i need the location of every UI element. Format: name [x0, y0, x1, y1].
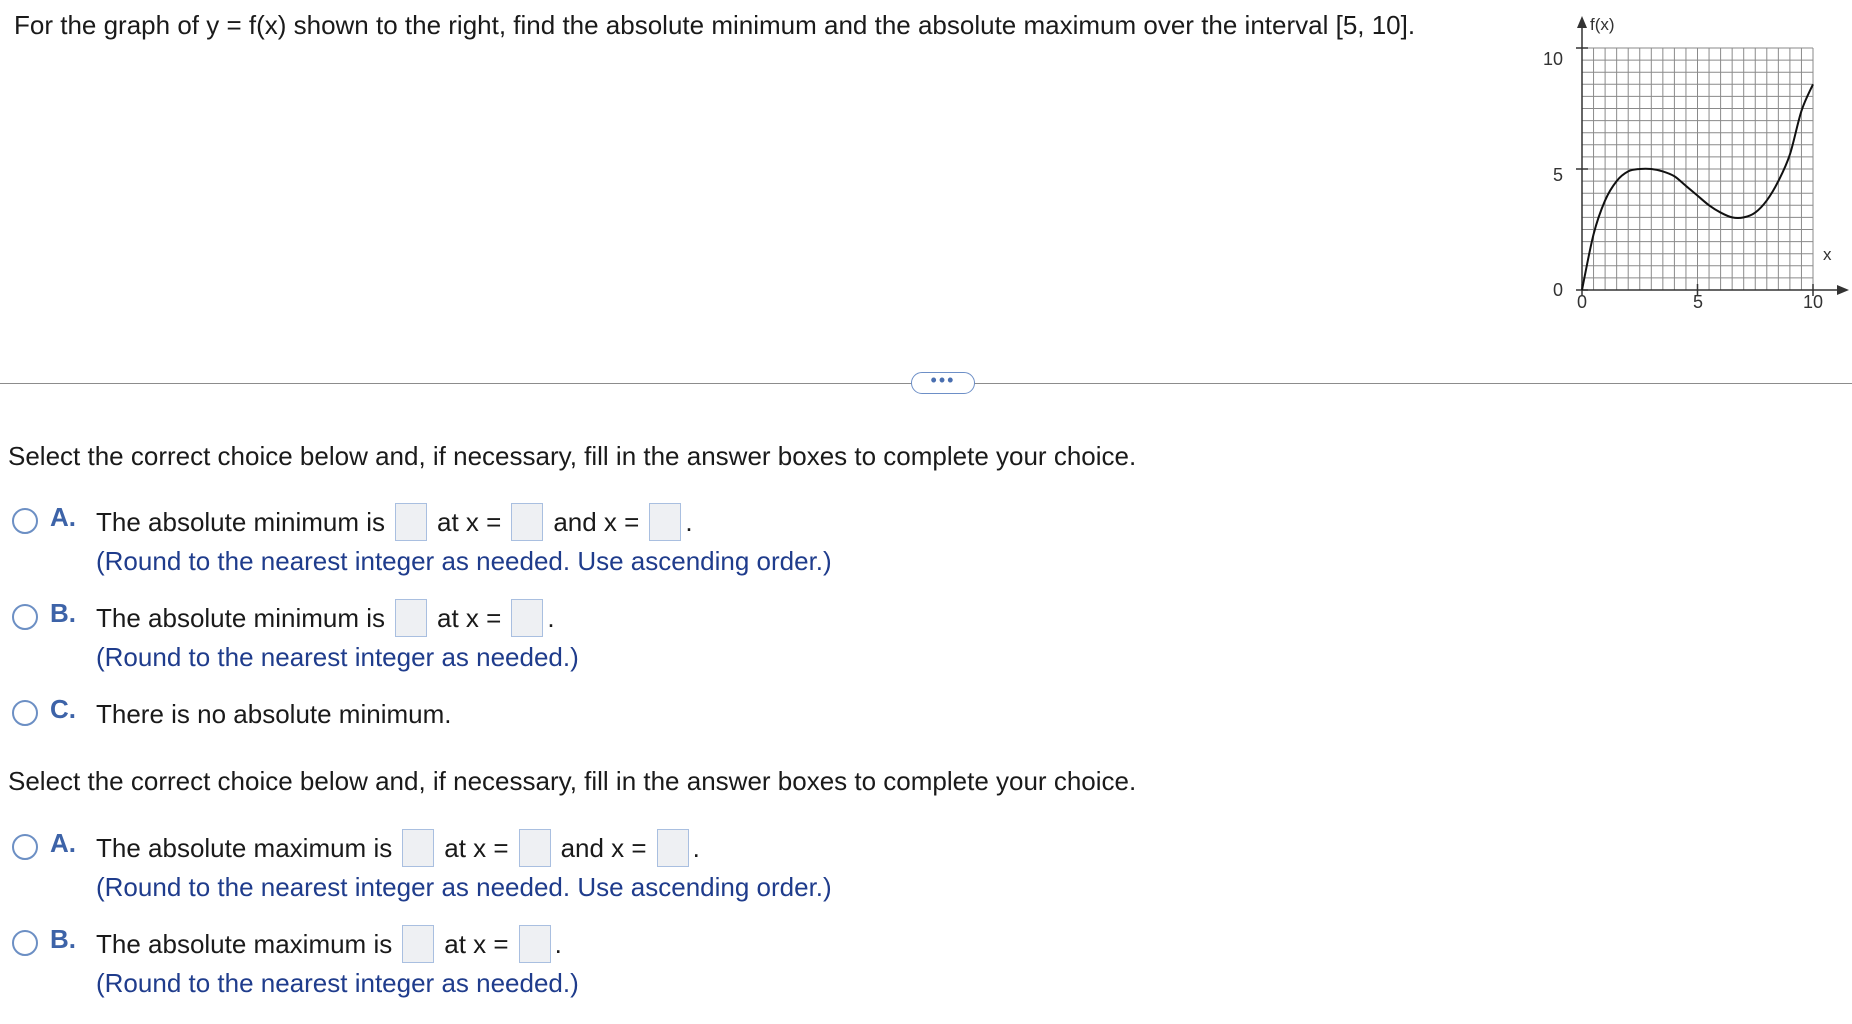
min-b-at-x-label: at x = [437, 602, 502, 633]
max-b-value-input[interactable] [402, 925, 434, 963]
min-choice-b-letter: B. [50, 598, 76, 628]
y-axis-arrow [1577, 16, 1587, 28]
max-a-value-input[interactable] [402, 829, 434, 867]
max-choice-a-radio[interactable] [12, 834, 38, 860]
question-text: For the graph of y = f(x) shown to the right, find the absolute minimum and the absolute maximum over the interval [5, 10]. [14, 10, 1416, 40]
min-a-x1-input[interactable] [511, 503, 543, 541]
x-tick-5: 5 [1692, 292, 1704, 310]
x-tick-10: 10 [1802, 292, 1824, 310]
max-b-note: (Round to the nearest integer as needed.) [96, 968, 579, 998]
min-choice-c-radio[interactable] [12, 700, 38, 726]
min-b-text: The absolute minimum is [96, 602, 385, 633]
min-b-period: . [547, 602, 555, 633]
y-tick-10: 10 [1542, 49, 1563, 69]
instruction-minimum: Select the correct choice below and, if necessary, fill in the answer boxes to complete your choice. [8, 441, 1137, 471]
max-a-note: (Round to the nearest integer as needed. Use ascending order.) [96, 872, 832, 902]
max-choice-b-radio[interactable] [12, 930, 38, 956]
max-a-and-x-label: and x = [560, 832, 647, 863]
min-a-x2-input[interactable] [649, 503, 681, 541]
max-a-at-x-label: at x = [444, 832, 509, 863]
x-tick-0: 0 [1576, 292, 1588, 310]
max-a-x2-input[interactable] [657, 829, 689, 867]
min-a-and-x-label: and x = [553, 506, 640, 537]
max-choice-a-letter: A. [50, 828, 76, 858]
min-b-value-input[interactable] [395, 599, 427, 637]
min-a-text: The absolute minimum is [96, 506, 385, 537]
function-graph [1530, 10, 1850, 310]
min-b-x-input[interactable] [511, 599, 543, 637]
min-choice-a-letter: A. [50, 502, 76, 532]
min-c-text: There is no absolute minimum. [96, 698, 452, 729]
max-b-x-input[interactable] [519, 925, 551, 963]
x-axis-arrow [1837, 285, 1849, 295]
min-a-period: . [685, 506, 693, 537]
min-choice-a-radio[interactable] [12, 508, 38, 534]
max-a-x1-input[interactable] [519, 829, 551, 867]
y-tick-5: 5 [1552, 165, 1563, 185]
graph-grid [1582, 48, 1813, 290]
y-axis-label: f(x) [1590, 15, 1615, 34]
max-choice-b-letter: B. [50, 924, 76, 954]
min-a-note: (Round to the nearest integer as needed. Use ascending order.) [96, 546, 832, 576]
min-a-at-x-label: at x = [437, 506, 502, 537]
y-tick-0: 0 [1552, 280, 1563, 300]
max-a-period: . [692, 832, 700, 863]
min-choice-b-radio[interactable] [12, 604, 38, 630]
min-a-value-input[interactable] [395, 503, 427, 541]
instruction-maximum: Select the correct choice below and, if necessary, fill in the answer boxes to complete your choice. [8, 766, 1137, 796]
max-b-at-x-label: at x = [444, 928, 509, 959]
x-axis-label: x [1823, 245, 1832, 264]
min-b-note: (Round to the nearest integer as needed.) [96, 642, 579, 672]
expand-more-button[interactable]: ••• [911, 372, 975, 394]
max-a-text: The absolute maximum is [96, 832, 393, 863]
max-b-period: . [554, 928, 562, 959]
max-b-text: The absolute maximum is [96, 928, 393, 959]
min-choice-c-letter: C. [50, 694, 76, 724]
